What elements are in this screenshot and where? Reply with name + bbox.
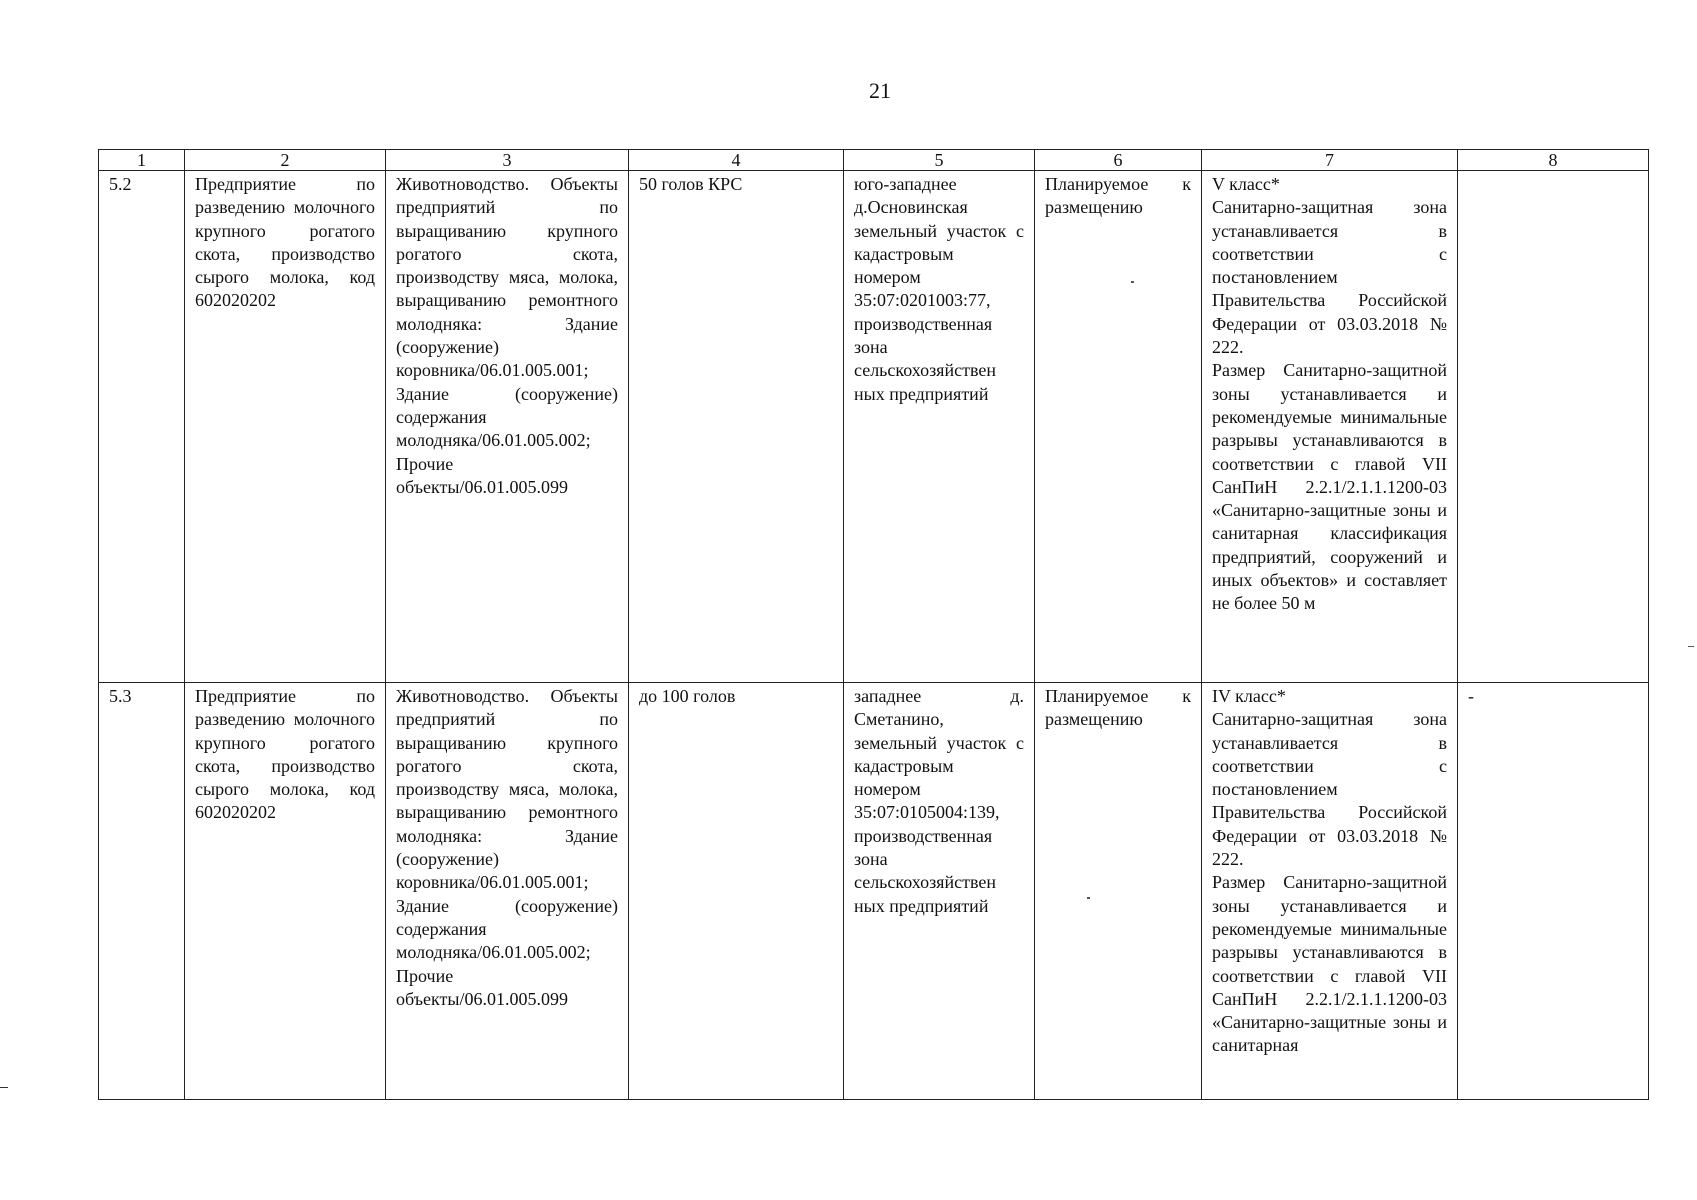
column-number: 1 bbox=[99, 150, 185, 171]
row-number: 5.3 bbox=[99, 683, 185, 1100]
page-number: 21 bbox=[869, 78, 891, 103]
zone-size: Размер Санитарно-защитной зоны устанавливается и рекомендуемые минимальные разрывы устанавливаются в соответствии с главой VII СанПиН 2.2.1/2.1.1.1200-03 «Санитарно-защитные зоны и санитарная bbox=[1212, 872, 1447, 1056]
column-number: 6 bbox=[1035, 150, 1202, 171]
column-number: 5 bbox=[844, 150, 1035, 171]
table-row bbox=[99, 683, 1649, 1100]
margin-mark bbox=[1688, 646, 1694, 647]
zone-class: IV класс* bbox=[1212, 686, 1286, 706]
column-number: 3 bbox=[386, 150, 629, 171]
margin-mark bbox=[0, 1087, 8, 1088]
objects-table bbox=[98, 149, 1649, 1100]
object-location: юго-западнее д.Основинская земельный участок с кадастровым номером 35:07:0201003:77, производственная зона сельскохозяйствен ных предприятий bbox=[844, 171, 1035, 683]
object-status: Планируемое к размещению bbox=[1035, 683, 1202, 1100]
object-status: Планируемое к размещению bbox=[1035, 171, 1202, 683]
zone-regulation: Санитарно-защитная зона устанавливается в соответствии с постановлением Правительства Российской Федерации от 03.03.2018 № 222. bbox=[1212, 197, 1447, 358]
table-row bbox=[99, 171, 1649, 683]
zone-regulation: Санитарно-защитная зона устанавливается в соответствии с постановлением Правительства Российской Федерации от 03.03.2018 № 222. bbox=[1212, 709, 1447, 870]
zone-class: V класс* bbox=[1212, 174, 1280, 194]
column-number: 4 bbox=[629, 150, 844, 171]
column-number: 2 bbox=[185, 150, 386, 171]
object-name: Предприятие по разведению молочного крупного рогатого скота, производство сырого молока, код 602020202 bbox=[185, 171, 386, 683]
scan-speck bbox=[1087, 897, 1090, 899]
object-location: западнее д. Сметанино, земельный участок с кадастровым номером 35:07:0105004:139, производственная зона сельскохозяйствен ных предприятий bbox=[844, 683, 1035, 1100]
column-8-cell: - bbox=[1458, 683, 1649, 1100]
object-capacity: до 100 голов bbox=[629, 683, 844, 1100]
row-number: 5.2 bbox=[99, 171, 185, 683]
sanitary-zone-cell bbox=[1202, 683, 1458, 1100]
column-number-row bbox=[99, 150, 1649, 171]
object-name: Предприятие по разведению молочного крупного рогатого скота, производство сырого молока, код 602020202 bbox=[185, 683, 386, 1100]
column-number: 8 bbox=[1458, 150, 1649, 171]
column-8-cell bbox=[1458, 171, 1649, 683]
sanitary-zone-cell bbox=[1202, 171, 1458, 683]
object-capacity: 50 голов КРС bbox=[629, 171, 844, 683]
column-number: 7 bbox=[1202, 150, 1458, 171]
object-purpose: Животноводство. Объекты предприятий по выращиванию крупного рогатого скота, производству мяса, молока, выращиванию ремонтного молодняка: Здание (сооружение) коровника/06.01.005.001; Здание (сооружение) содержания молодняка/06.01.005.002; Прочие объекты/06.01.005.099 bbox=[386, 171, 629, 683]
object-purpose: Животноводство. Объекты предприятий по выращиванию крупного рогатого скота, производству мяса, молока, выращиванию ремонтного молодняка: Здание (сооружение) коровника/06.01.005.001; Здание (сооружение) содержания молодняка/06.01.005.002; Прочие объекты/06.01.005.099 bbox=[386, 683, 629, 1100]
scan-speck bbox=[1131, 281, 1134, 283]
zone-size: Размер Санитарно-защитной зоны устанавливается и рекомендуемые минимальные разрывы устанавливаются в соответствии с главой VII СанПиН 2.2.1/2.1.1.1200-03 «Санитарно-защитные зоны и санитарная классификация предприятий, сооружений и иных объектов» и составляет не более 50 м bbox=[1212, 360, 1447, 614]
